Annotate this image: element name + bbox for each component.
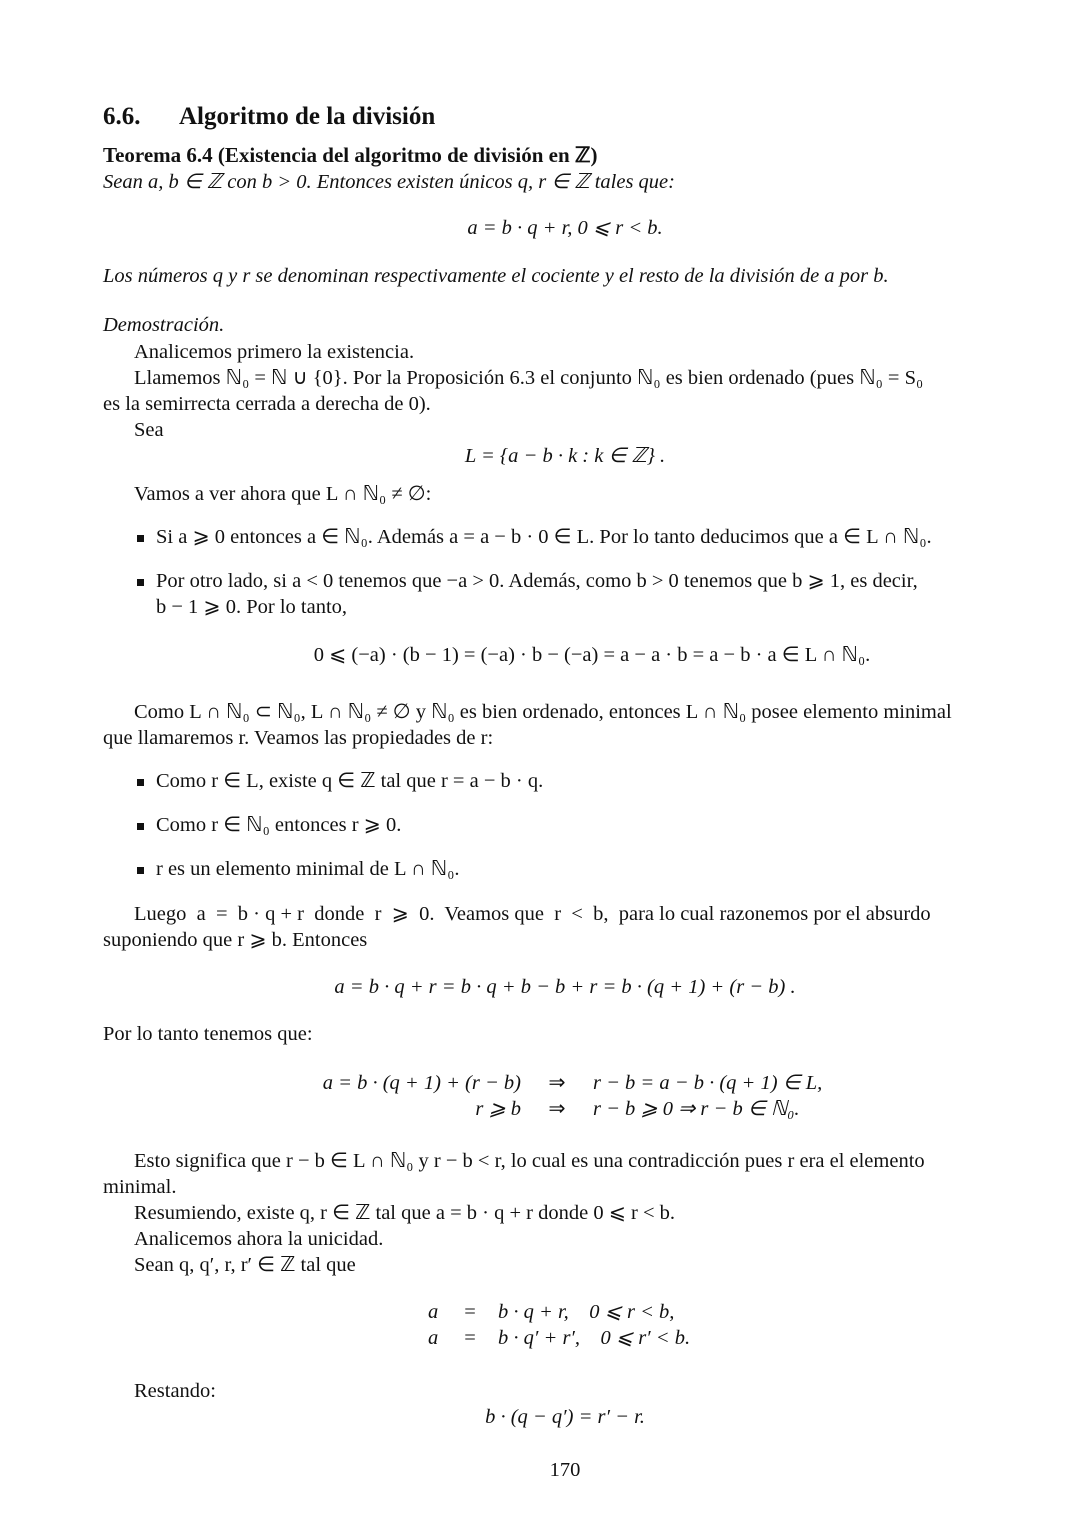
system-rhs-2: b · q′ + r′, 0 ⩽ r′ < b. (498, 1327, 691, 1349)
system-rhs-1: b · q + r, 0 ⩽ r < b, (498, 1301, 675, 1323)
implication-left-1: a = b · (q + 1) + (r − b) (322, 1072, 521, 1094)
equation-set-L: L = {a − b · k : k ∈ ℤ} . (464, 445, 666, 467)
proof-paragraph-8-line-1: Esto significa que r − b ∈ L ∩ ℕ₀ y r − b < r, lo cual es una contradicción pues r era el elemento (134, 1150, 925, 1172)
property-item: r es un elemento minimal de L ∩ ℕ₀. (156, 858, 460, 880)
equation-negative-case: 0 ⩽ (−a) · (b − 1) = (−a) · b − (−a) = a − a · b = a − b · a ∈ L ∩ ℕ₀. (313, 644, 871, 666)
equation-subtraction: b · (q − q′) = r′ − r. (485, 1406, 645, 1428)
proof-paragraph-12: Restando: (134, 1380, 216, 1402)
section-heading (103, 101, 435, 133)
proof-paragraph-6-line-1: Luego a = b · q + r donde r ⩾ 0. Veamos que r < b, para lo cual razonemos por el absurdo (134, 903, 931, 925)
proof-paragraph-5-line-2: que llamaremos r. Veamos las propiedades de r: (103, 727, 494, 749)
proof-paragraph-3: Sea (134, 419, 164, 441)
theorem-heading: Teorema 6.4 (Existencia del algoritmo de división en ℤ) (103, 143, 598, 167)
section-title: Algoritmo de la división (179, 103, 436, 130)
proof-paragraph-2-line-1: Llamemos ℕ₀ = ℕ ∪ {0}. Por la Proposición 6.3 el conjunto ℕ₀ es bien ordenado (pues ℕ₀ = S₀ (134, 367, 924, 389)
proof-paragraph-5-line-1: Como L ∩ ℕ₀ ⊂ ℕ₀, L ∩ ℕ₀ ≠ ∅ y ℕ₀ es bien ordenado, entonces L ∩ ℕ₀ posee elemento minimal (134, 701, 952, 723)
page-number: 170 (549, 1459, 581, 1481)
bullet-marker (137, 823, 144, 830)
equation-contradiction: a = b · q + r = b · q + b − b + r = b · (q + 1) + (r − b) . (334, 976, 796, 998)
bullet-2-line-2: b − 1 ⩾ 0. Por lo tanto, (156, 596, 348, 618)
theorem-statement: Sean a, b ∈ ℤ con b > 0. Entonces existen únicos q, r ∈ ℤ tales que: (103, 171, 675, 193)
proof-paragraph-2-line-2: es la semirrecta cerrada a derecha de 0). (103, 393, 431, 415)
bullet-2-line-1: Por otro lado, si a < 0 tenemos que −a > 0. Además, como b > 0 tenemos que b ⩾ 1, es decir, (156, 570, 918, 592)
proof-paragraph-1: Analicemos primero la existencia. (134, 341, 415, 363)
proof-paragraph-10: Analicemos ahora la unicidad. (134, 1228, 384, 1250)
proof-paragraph-11: Sean q, q′, r, r′ ∈ ℤ tal que (134, 1254, 356, 1276)
implication-right-2: r − b ⩾ 0 ⇒ r − b ∈ ℕ₀. (593, 1098, 800, 1120)
proof-label: Demostración. (103, 314, 225, 336)
bullet-1: Si a ⩾ 0 entonces a ∈ ℕ₀. Además a = a − b · 0 ∈ L. Por lo tanto deducimos que a ∈ L ∩ ℕ₀. (156, 526, 932, 548)
theorem-equation: a = b · q + r, 0 ⩽ r < b. (467, 217, 663, 239)
section-number: 6.6. (103, 103, 141, 130)
bullet-marker (137, 579, 144, 586)
proof-paragraph-9: Resumiendo, existe q, r ∈ ℤ tal que a = b · q + r donde 0 ⩽ r < b. (134, 1202, 676, 1224)
uniqueness-system (428, 1299, 690, 1351)
implication-arrow: ⇒ (548, 1072, 566, 1094)
proof-paragraph-7: Por lo tanto tenemos que: (103, 1023, 313, 1045)
bullet-marker (137, 779, 144, 786)
property-item: Como r ∈ L, existe q ∈ ℤ tal que r = a − b · q. (156, 770, 544, 792)
property-item: Como r ∈ ℕ₀ entonces r ⩾ 0. (156, 814, 402, 836)
proof-paragraph-8-line-2: minimal. (103, 1176, 177, 1198)
implication-system (306, 1070, 822, 1122)
system-lhs: a (428, 1327, 439, 1349)
bullet-marker (137, 535, 144, 542)
implication-arrow: ⇒ (548, 1098, 566, 1120)
bullet-marker (137, 867, 144, 874)
theorem-naming: Los números q y r se denominan respectivamente el cociente y el resto de la división de a por b. (103, 265, 889, 287)
implication-left-2: r ⩾ b (475, 1098, 521, 1120)
system-equals: = (464, 1301, 476, 1323)
proof-paragraph-4: Vamos a ver ahora que L ∩ ℕ₀ ≠ ∅: (134, 483, 432, 505)
implication-right-1: r − b = a − b · (q + 1) ∈ L, (593, 1072, 823, 1094)
system-lhs: a (428, 1301, 439, 1323)
system-equals: = (464, 1327, 476, 1349)
proof-paragraph-6-line-2: suponiendo que r ⩾ b. Entonces (103, 929, 368, 951)
